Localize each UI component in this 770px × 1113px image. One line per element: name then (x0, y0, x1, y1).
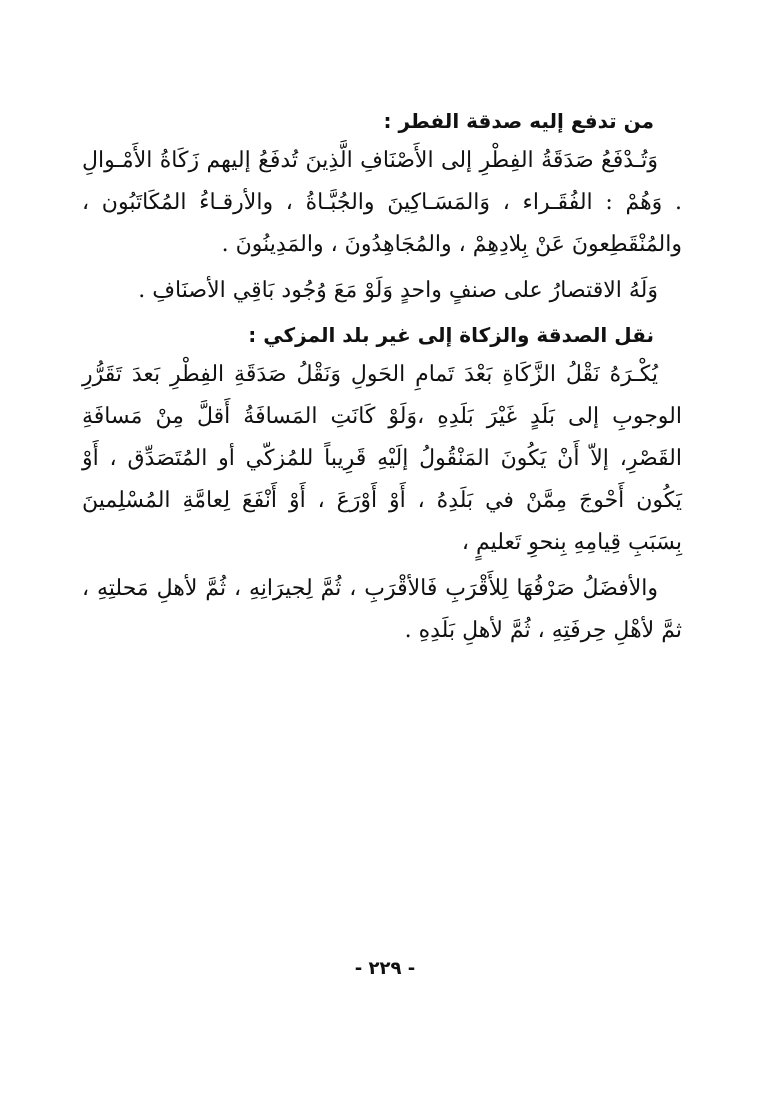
section-heading-transfer-of-zakat: نقل الصدقة والزكاة إلى غير بلد المزكي : (248, 323, 654, 347)
paragraph-single-category: وَلَهُ الاقتصارُ على صنفٍ واحدٍ وَلَوْ مَعَ وُجُود بَاقِي الأصنَافِ . (138, 278, 658, 303)
paragraph-transfer-ruling: يُكْـرَهُ نَقْلُ الزَّكَاةِ بَعْدَ تَمامِ الحَولِ وَنَقْلُ صَدَقَةِ الفِطْرِ بَعدَ تَقَرُّرِ الوجوبِ إلى بَلَدٍ غَيْرَ بَلَدِهِ ،وَلَوْ كَانَتِ المَسافَةُ أَقلَّ مِنْ مَسافَةِ القَصْرِ، إلاّ أَنْ يَكُونَ المَنْقُولُ إلَيْهِ قَرِيباً للمُزكّي أو المُتَصَدِّق ، أَوْ يَكُون أَحْوجَ مِمَّنْ في بَلَدِهُ ، أَوْ أَوْرَعَ ، أَوْ أَنْفَعَ لِعامَّةِ المُسْلِمينَ بِسَبَبِ قِيامِهِ بِنحوِ تَعليمٍ ، (82, 362, 682, 555)
page-number: - ٢٢٩ - (354, 958, 416, 979)
paragraph-recipients: وَتُـدْفَعُ صَدَقَةُ الفِطْرِ إلى الأَصْنَافِ الَّذِينَ تُدفَعُ إليهم زَكَاةُ الأَمْـوالِ . وَهُمْ : الفُقَـراء ، وَالمَسَـاكِينَ والجُبَّـاةُ ، والأرقـاءُ المُكَاتَبُون ، والمُنْقَطِعونَ عَنْ بِلادِهِمْ ، والمُجَاهِدُونَ ، والمَدِينُونَ . (82, 148, 682, 257)
section-heading-zakat-al-fitr-recipients: من تدفع إليه صدقة الفطر : (383, 109, 654, 133)
page-body (82, 100, 682, 656)
paragraph-priority-order: والأفضَلُ صَرْفُهَا لِلأَقْرَبِ فَالأقْرَبِ ، ثُمَّ لِجيرَانِهِ ، ثُمَّ لأهلِ مَحلتِهِ ، ثمَّ لأهْلِ حِرفَتِهِ ، ثُمَّ لأهلِ بَلَدِهِ . (82, 576, 682, 643)
